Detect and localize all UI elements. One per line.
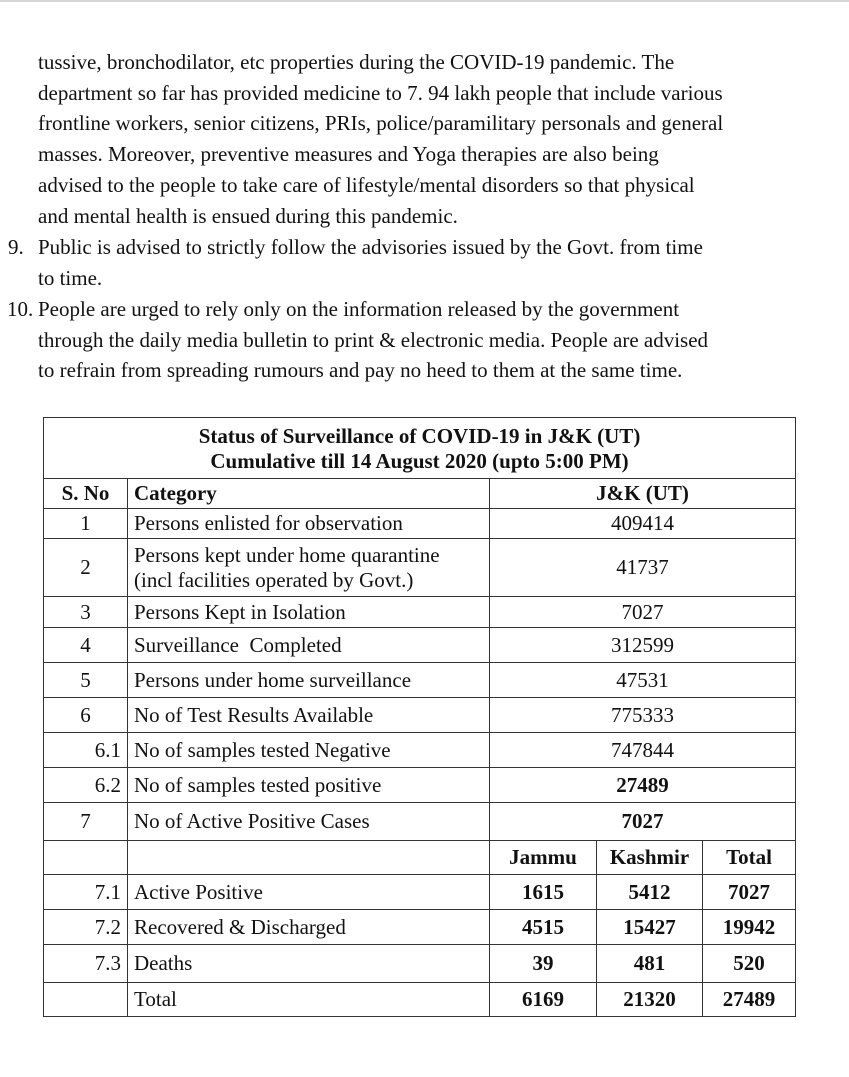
row-sno: 2 bbox=[44, 539, 128, 597]
row-kashmir: 5412 bbox=[597, 875, 703, 910]
header-total: Total bbox=[703, 841, 796, 875]
intro-line: masses. Moreover, preventive measures and Yoga therapies are also being bbox=[38, 142, 659, 167]
row-jammu: 39 bbox=[490, 945, 597, 983]
row-sno: 3 bbox=[44, 597, 128, 628]
table-row bbox=[44, 803, 796, 841]
table-title-line: Status of Surveillance of COVID-19 in J&K (UT) bbox=[198, 424, 641, 448]
row-value: 47531 bbox=[490, 663, 796, 698]
total-jammu: 6169 bbox=[490, 983, 597, 1017]
table-title-line: Cumulative till 14 August 2020 (upto 5:00 PM) bbox=[210, 449, 629, 473]
table-title bbox=[44, 418, 796, 479]
intro-line: and mental health is ensued during this pandemic. bbox=[38, 203, 458, 228]
row-category: No of samples tested Negative bbox=[128, 733, 490, 768]
header-sno: S. No bbox=[44, 479, 128, 509]
row-jammu: 1615 bbox=[490, 875, 597, 910]
row-category: Active Positive bbox=[128, 875, 490, 910]
header-jammu: Jammu bbox=[490, 841, 597, 875]
row-sno: 7 bbox=[44, 803, 128, 841]
intro-line: department so far has provided medicine to 7. 94 lakh people that include various bbox=[38, 80, 723, 105]
list-item-line: through the daily media bulletin to print & electronic media. People are advised bbox=[38, 327, 709, 352]
row-total: 7027 bbox=[703, 875, 796, 910]
row-category: Persons under home surveillance bbox=[128, 663, 490, 698]
row-category: No of Test Results Available bbox=[128, 698, 490, 733]
intro-line: frontline workers, senior citizens, PRIs, police/paramilitary personals and general bbox=[38, 111, 724, 136]
breakdown-row bbox=[44, 945, 796, 983]
table-row bbox=[44, 597, 796, 628]
row-category-line: Persons kept under home quarantine bbox=[134, 542, 440, 567]
header-value: J&K (UT) bbox=[490, 479, 796, 509]
table-row bbox=[44, 663, 796, 698]
table-row bbox=[44, 733, 796, 768]
row-total: 19942 bbox=[703, 910, 796, 945]
surveillance-table bbox=[43, 417, 796, 1017]
list-item-number: 9. bbox=[8, 235, 24, 259]
total-row bbox=[44, 983, 796, 1017]
row-sno: 6 bbox=[44, 698, 128, 733]
row-value: 747844 bbox=[490, 733, 796, 768]
row-category: No of samples tested positive bbox=[128, 768, 490, 803]
breakdown-row bbox=[44, 910, 796, 945]
table-row bbox=[44, 628, 796, 663]
row-sno: 7.3 bbox=[44, 945, 128, 983]
row-category: Recovered & Discharged bbox=[128, 910, 490, 945]
total-label: Total bbox=[128, 983, 490, 1017]
row-value: 312599 bbox=[490, 628, 796, 663]
row-kashmir: 481 bbox=[597, 945, 703, 983]
row-value: 7027 bbox=[490, 597, 796, 628]
row-kashmir: 15427 bbox=[597, 910, 703, 945]
row-sno: 1 bbox=[44, 509, 128, 539]
header-category: Category bbox=[128, 479, 490, 509]
empty-cell bbox=[128, 841, 490, 875]
row-category: Deaths bbox=[128, 945, 490, 983]
row-sno: 5 bbox=[44, 663, 128, 698]
row-category: Persons Kept in Isolation bbox=[128, 597, 490, 628]
row-sno: 7.1 bbox=[44, 875, 128, 910]
row-sno: 6.2 bbox=[44, 768, 128, 803]
row-value: 775333 bbox=[490, 698, 796, 733]
row-value: 27489 bbox=[490, 768, 796, 803]
table-title-row bbox=[44, 418, 796, 479]
breakdown-header-row bbox=[44, 841, 796, 875]
table-row bbox=[44, 698, 796, 733]
row-category: Surveillance Completed bbox=[128, 628, 490, 663]
row-sno: 7.2 bbox=[44, 910, 128, 945]
table-row bbox=[44, 768, 796, 803]
breakdown-row bbox=[44, 875, 796, 910]
row-value: 409414 bbox=[490, 509, 796, 539]
total-total: 27489 bbox=[703, 983, 796, 1017]
list-item-number: 10. bbox=[7, 297, 34, 321]
row-value: 41737 bbox=[490, 539, 796, 597]
intro-paragraph bbox=[38, 47, 794, 231]
list-item-line: to refrain from spreading rumours and pay no heed to them at the same time. bbox=[38, 358, 683, 383]
row-sno: 6.1 bbox=[44, 733, 128, 768]
row-value: 7027 bbox=[490, 803, 796, 841]
row-total: 520 bbox=[703, 945, 796, 983]
row-category bbox=[128, 539, 490, 597]
header-kashmir: Kashmir bbox=[597, 841, 703, 875]
top-border-line bbox=[0, 0, 849, 2]
table-row bbox=[44, 509, 796, 539]
intro-line: advised to the people to take care of lifestyle/mental disorders so that physical bbox=[38, 172, 695, 197]
empty-cell bbox=[44, 841, 128, 875]
list-item-line: People are urged to rely only on the information released by the government bbox=[38, 297, 680, 321]
row-jammu: 4515 bbox=[490, 910, 597, 945]
empty-cell bbox=[44, 983, 128, 1017]
row-category: Persons enlisted for observation bbox=[128, 509, 490, 539]
list-item-line: to time. bbox=[38, 265, 103, 290]
total-kashmir: 21320 bbox=[597, 983, 703, 1017]
table-header-row bbox=[44, 479, 796, 509]
row-sno: 4 bbox=[44, 628, 128, 663]
intro-line: tussive, bronchodilator, etc properties during the COVID-19 pandemic. The bbox=[38, 50, 675, 74]
list-item-line: Public is advised to strictly follow the advisories issued by the Govt. from time bbox=[38, 235, 703, 259]
row-category-line: (incl facilities operated by Govt.) bbox=[134, 567, 414, 592]
row-category: No of Active Positive Cases bbox=[128, 803, 490, 841]
table-row bbox=[44, 539, 796, 597]
